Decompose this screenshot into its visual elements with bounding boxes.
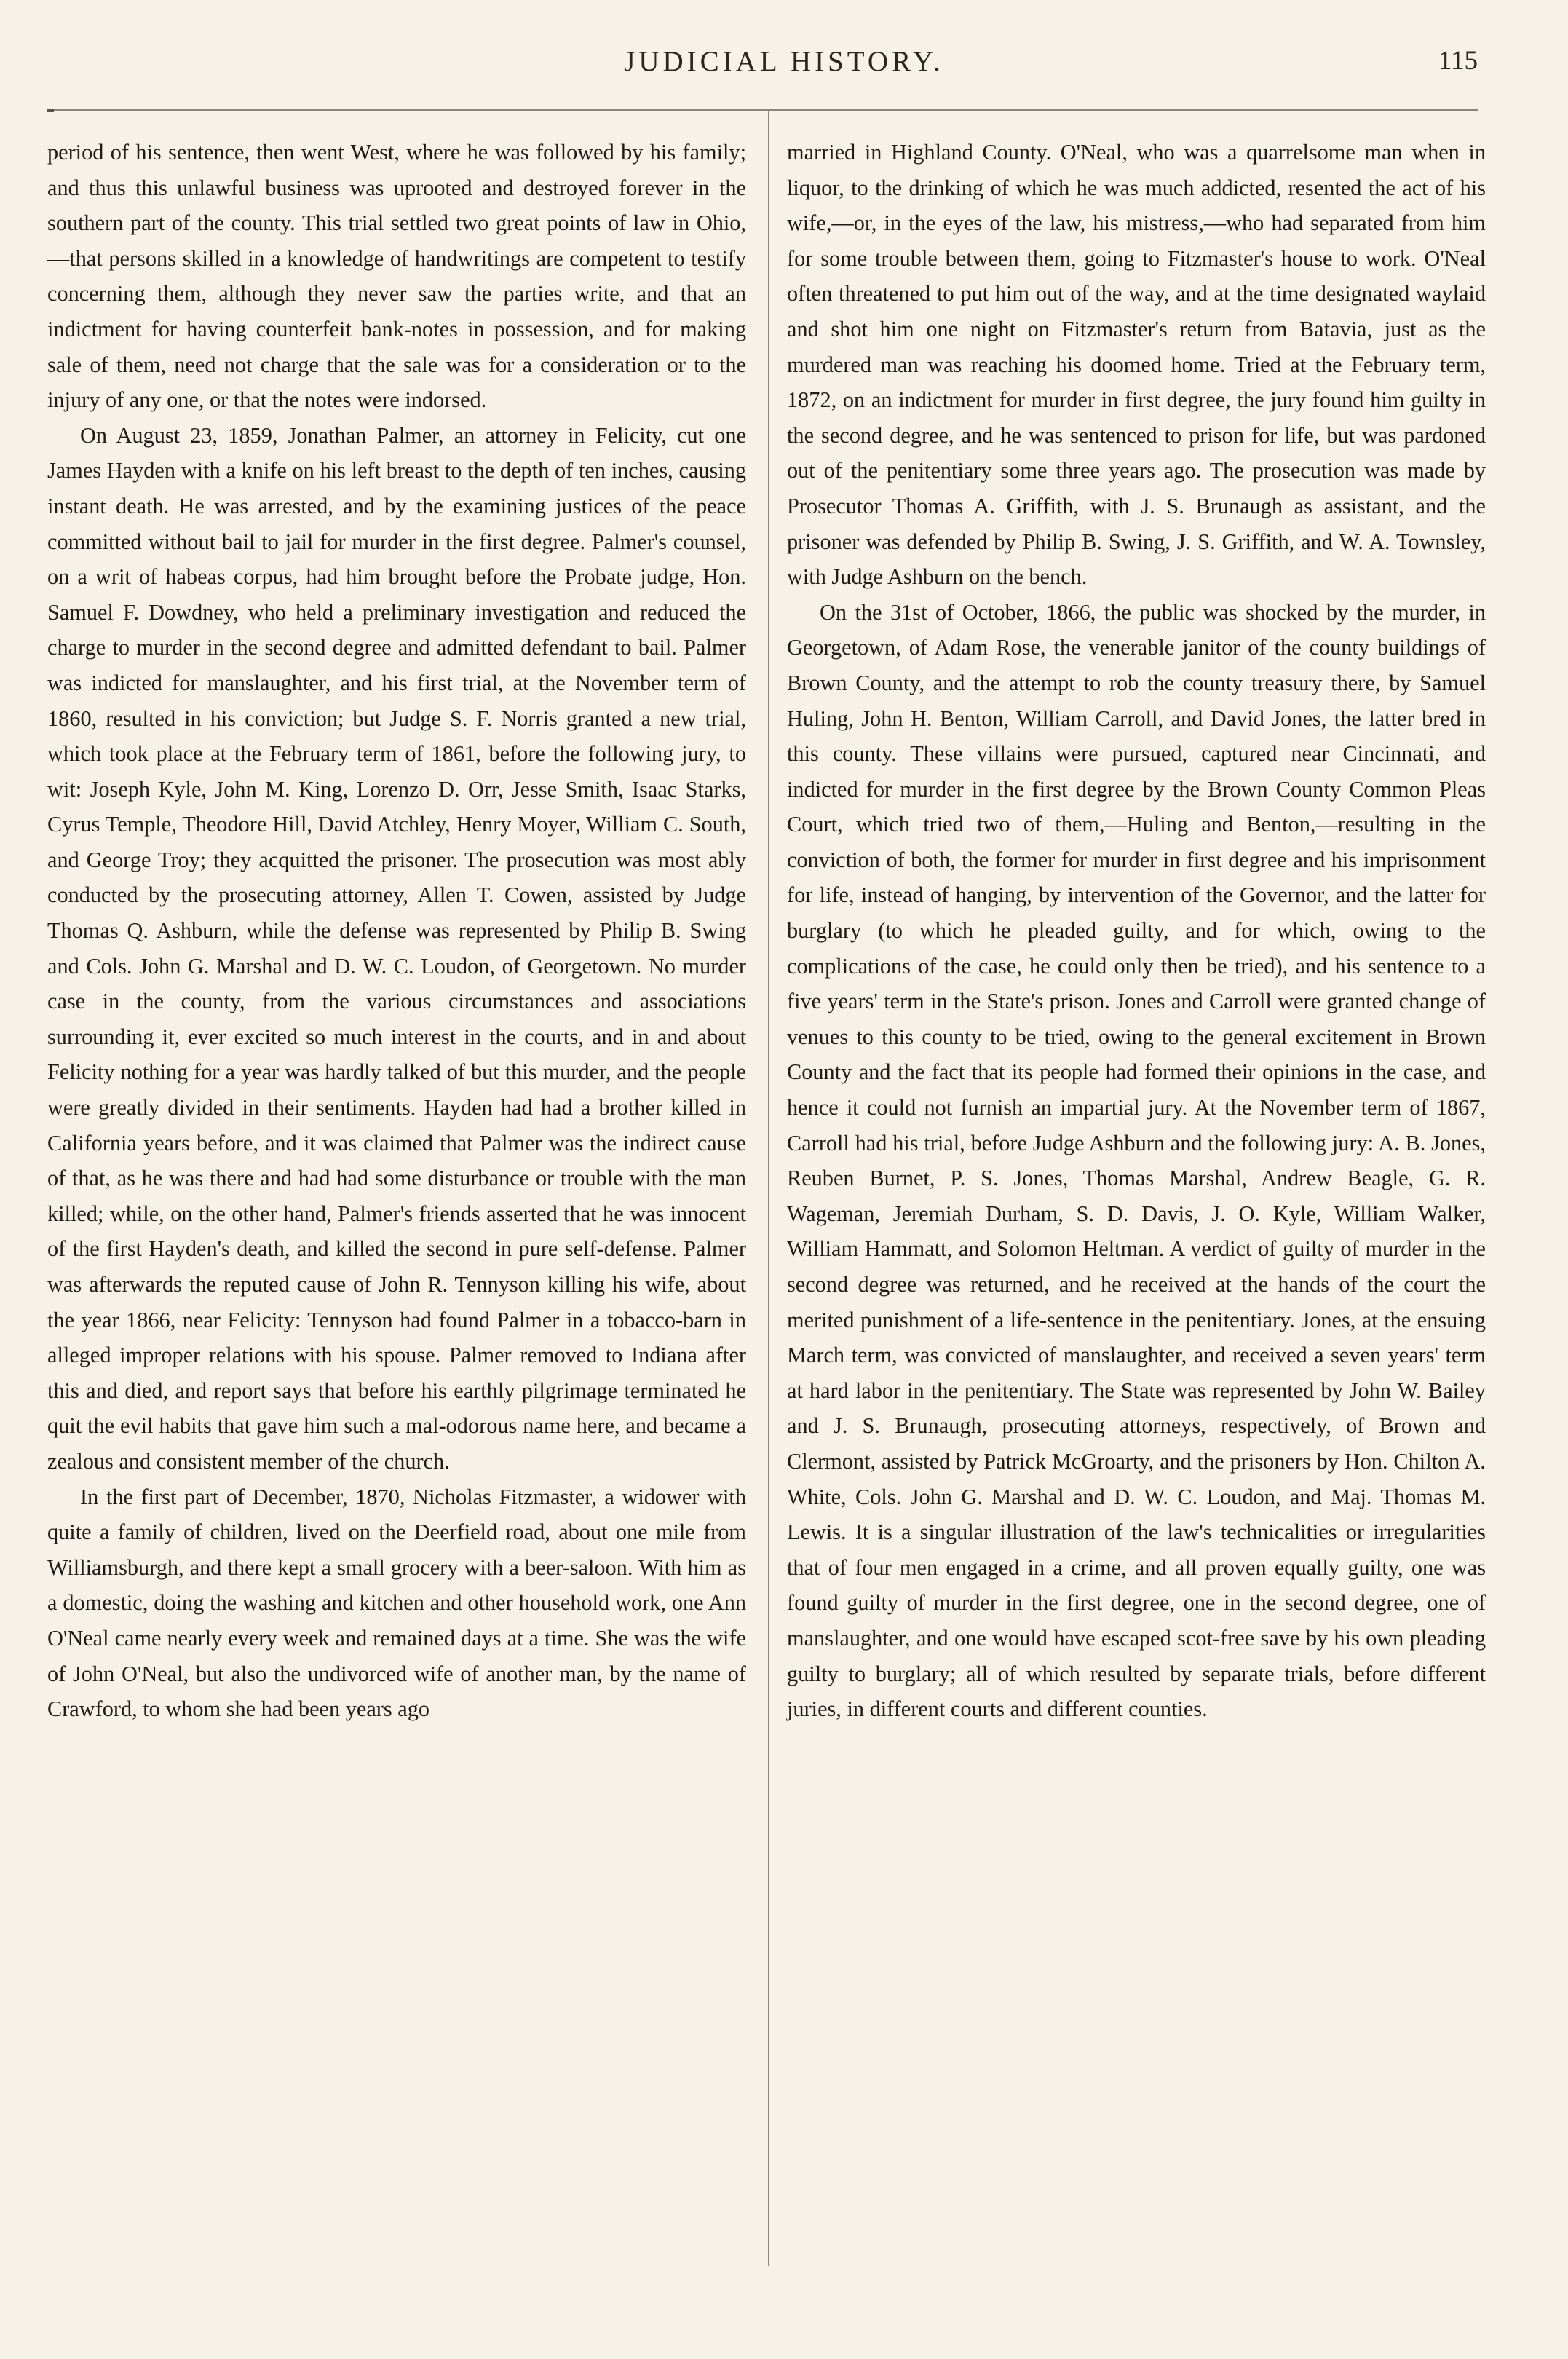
page-number: 115 <box>1438 46 1478 76</box>
header-rule <box>47 109 1478 111</box>
column-divider <box>768 111 769 2266</box>
left-column <box>47 135 746 1727</box>
running-title: JUDICIAL HISTORY. <box>624 46 944 77</box>
paragraph: In the first part of December, 1870, Nicholas Fitzmaster, a widower with quite a family of children, lived on the Deerfield road, about one mile from Williamsburgh, and there kept a small grocery with a beer-saloon. With him as a domestic, doing the washing and kitchen and other household work, one Ann O'Neal came nearly every week and remained days at a time. She was the wife of John O'Neal, but also the undivorced wife of another man, by the name of Crawford, to whom she had been years ago <box>47 1484 746 1722</box>
right-column <box>787 135 1486 1727</box>
paragraph: married in Highland County. O'Neal, who was a quarrelsome man when in liquor, to the drinking of which he was much addicted, resented the act of his wife,—or, in the eyes of the law, his mistress,—who had separated from him for some trouble between them, going to Fitzmaster's house to work. O'Neal often threatened to put him out of the way, and at the time designated waylaid and shot him one night on Fitzmaster's return from Batavia, just as the murdered man was reaching his doomed home. Tried at the February term, 1872, on an indictment for murder in first degree, the jury found him guilty in the second degree, and he was sentenced to prison for life, but was pardoned out of the penitentiary some three years ago. The prosecution was made by Prosecutor Thomas A. Griffith, with J. S. Brunaugh as assistant, and the prisoner was defended by Philip B. Swing, J. S. Griffith, and W. A. Townsley, with Judge Ashburn on the bench. <box>787 140 1486 590</box>
paragraph: period of his sentence, then went West, where he was followed by his family; and thus this unlawful business was uprooted and destroyed forever in the southern part of the county. This trial settled two great points of law in Ohio, —that persons skilled in a knowledge of handwritings are competent to testify concerning them, although they never saw the parties write, and that an indictment for having counterfeit bank-notes in possession, and for making sale of them, need not charge that the sale was for a consideration or to the injury of any one, or that the notes were indorsed. <box>47 140 746 413</box>
rule-tick <box>47 109 54 112</box>
paragraph: On August 23, 1859, Jonathan Palmer, an attorney in Felicity, cut one James Hayden with a knife on his left breast to the depth of ten inches, causing instant death. He was arrested, and by the examining justices of the peace committed without bail to jail for murder in the first degree. Palmer's counsel, on a writ of habeas corpus, had him brought before the Probate judge, Hon. Samuel F. Dowdney, who held a preliminary investigation and reduced the charge to murder in the second degree and admitted defendant to bail. Palmer was indicted for manslaughter, and his first trial, at the November term of 1860, resulted in his conviction; but Judge S. F. Norris granted a new trial, which took place at the February term of 1861, before the following jury, to wit: Joseph Kyle, John M. King, Lorenzo D. Orr, Jesse Smith, Isaac Starks, Cyrus Temple, Theodore Hill, David Atchley, Henry Moyer, William C. South, and George Troy; they acquitted the prisoner. The prosecution was most ably conducted by the prosecuting attorney, Allen T. Cowen, assisted by Judge Thomas Q. Ashburn, while the defense was represented by Philip B. Swing and Cols. John G. Marshal and D. W. C. Loudon, of Georgetown. No murder case in the county, from the various circumstances and associations surrounding it, ever excited so much interest in the courts, and in and about Felicity nothing for a year was hardly talked of but this murder, and the people were greatly divided in their sentiments. Hayden had had a brother killed in California years before, and it was claimed that Palmer was the indirect cause of that, as he was there and had had some disturbance or trouble with the man killed; while, on the other hand, Palmer's friends asserted that he was innocent of the first Hayden's death, and killed the second in pure self-defense. Palmer was afterwards the reputed cause of John R. Tennyson killing his wife, about the year 1866, near Felicity: Tennyson had found Palmer in a tobacco-barn in alleged improper relations with his spouse. Palmer removed to Indiana after this and died, and report says that before his earthly pilgrimage terminated he quit the evil habits that gave him such a mal-odorous name here, and became a zealous and consistent member of the church. <box>47 422 746 1474</box>
paragraph: On the 31st of October, 1866, the public was shocked by the murder, in Georgetown, of Adam Rose, the venerable janitor of the county buildings of Brown County, and the attempt to rob the county treasury there, by Samuel Huling, John H. Benton, William Carroll, and David Jones, the latter bred in this county. These villains were pursued, captured near Cincinnati, and indicted for murder in the first degree by the Brown County Common Pleas Court, which tried two of them,—Huling and Benton,—resulting in the conviction of both, the former for murder in first degree and his imprisonment for life, instead of hanging, by intervention of the Governor, and the latter for burglary (to which he pleaded guilty, and for which, owing to the complications of the case, he could only then be tried), and his sentence to a five years' term in the State's prison. Jones and Carroll were granted change of venues to this county to be tried, owing to the general excitement in Brown County and the fact that its people had formed their opinions in the case, and hence it could not furnish an impartial jury. At the November term of 1867, Carroll had his trial, before Judge Ashburn and the following jury: A. B. Jones, Reuben Burnet, P. S. Jones, Thomas Marshal, Andrew Beagle, G. R. Wageman, Jeremiah Durham, S. D. Davis, J. O. Kyle, William Walker, William Hammatt, and Solomon Heltman. A verdict of guilty of murder in the second degree was returned, and he received at the hands of the court the merited punishment of a life-sentence in the penitentiary. Jones, at the ensuing March term, was convicted of manslaughter, and received a seven years' term at hard labor in the penitentiary. The State was represented by John W. Bailey and J. S. Brunaugh, prosecuting attorneys, respectively, of Brown and Clermont, assisted by Patrick McGroarty, and the prisoners by Hon. Chilton A. White, Cols. John G. Marshal and D. W. C. Loudon, and Maj. Thomas M. Lewis. It is a singular illustration of the law's technicalities or irregularities that of four men engaged in a crime, and all proven equally guilty, one was found guilty of murder in the first degree, one in the second degree, one of manslaughter, and one would have escaped scot-free save by his own pleading guilty to burglary; all of which resulted by separate trials, before different juries, in different courts and different counties. <box>787 599 1486 1722</box>
running-head <box>0 45 1568 89</box>
